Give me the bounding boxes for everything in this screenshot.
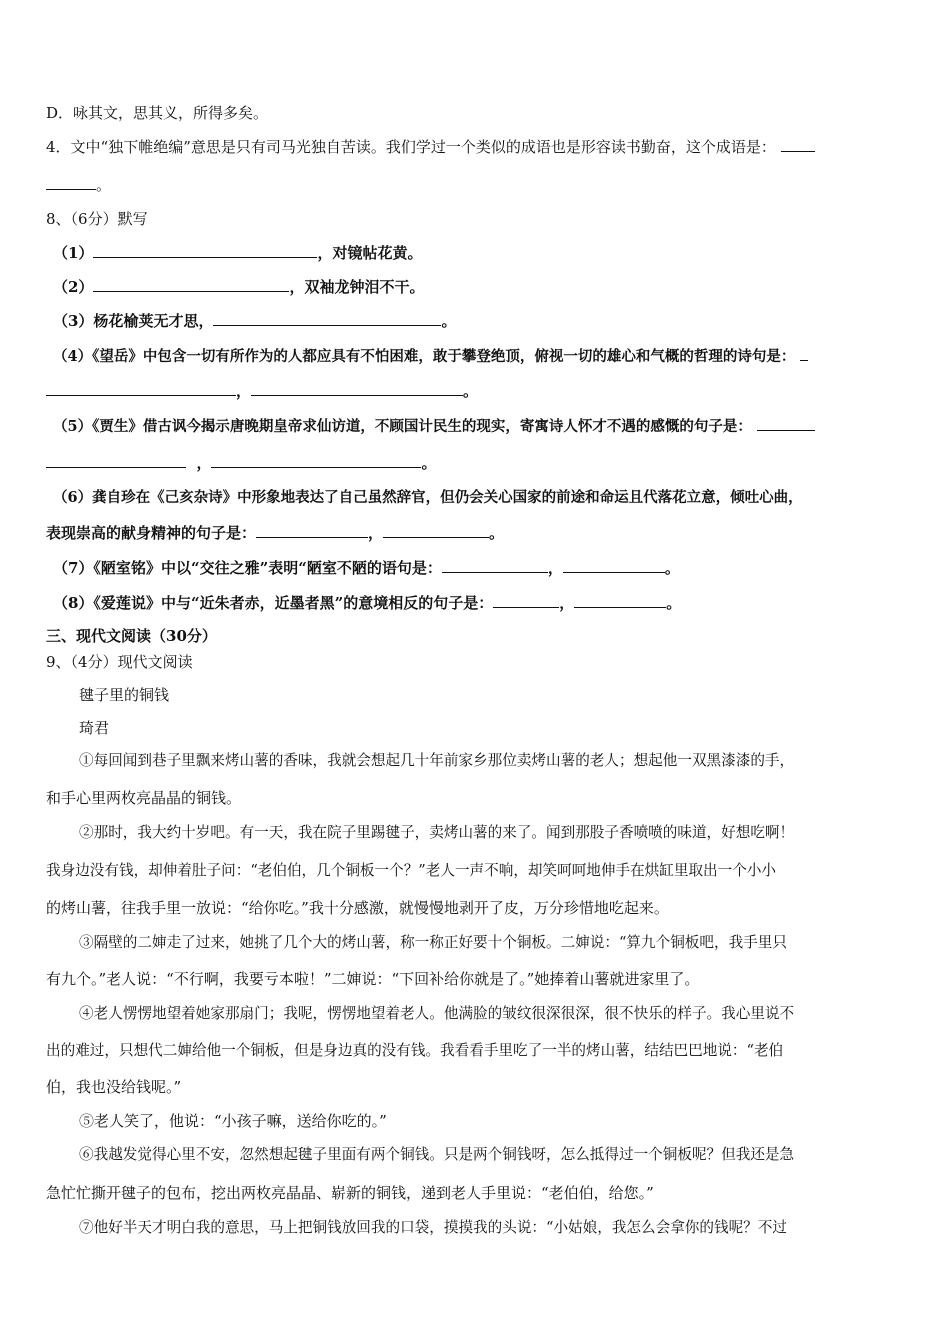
paragraph-3-line-2: 有九个。”老人说：“不行啊，我要亏本啦！”二婶说：“下回补给你就是了。”她捧着山薯就进家里了。 (46, 970, 700, 988)
recite-item-5: （5）《贾生》借古讽今揭示唐晚期皇帝求仙访道，不顾国计民生的现实，寄寓诗人怀才不遇的感慨的句子是： (53, 416, 815, 437)
answer-blank[interactable] (442, 558, 548, 573)
answer-blank[interactable] (93, 277, 289, 292)
question-4-cont: 。 (46, 175, 111, 195)
section-heading: 三、现代文阅读（30分） (46, 627, 217, 645)
question-9-heading: 9、（4分）现代文阅读 (46, 653, 193, 671)
recite-item-4-cont: ， 。 (46, 381, 478, 401)
paragraph-4-line-3: 伯，我也没给钱呢。” (46, 1078, 182, 1096)
paragraph-1-line-1: ①每回闻到巷子里飘来烤山薯的香味，我就会想起几十年前家乡那位卖烤山薯的老人；想起他一双黑漆漆的手， (79, 752, 795, 769)
paragraph-1-line-2: 和手心里两枚亮晶晶的铜钱。 (46, 789, 242, 807)
answer-blank[interactable] (781, 137, 815, 152)
answer-blank[interactable] (757, 416, 815, 431)
recite-item-1: （1） ，对镜帖花黄。 (53, 244, 423, 262)
answer-blank[interactable] (251, 381, 463, 396)
paragraph-4-line-1: ④老人愣愣地望着她家那扇门；我呢，愣愣地望着老人。他满脸的皱纹很深很深，很不快乐的样子。我心里说不 (79, 1005, 795, 1022)
recite-item-6: （6）龚自珍在《己亥杂诗》中形象地表达了自己虽然辞官，但仍会关心国家的前途和命运且代落花立意，倾吐心曲， (53, 489, 803, 506)
answer-blank[interactable] (93, 243, 317, 258)
answer-blank[interactable] (213, 311, 441, 326)
article-title: 毽子里的铜钱 (79, 686, 170, 704)
option-d: D．咏其文，思其义，所得多矣。 (46, 104, 269, 122)
paragraph-2-line-2: 我身边没有钱，却伸着肚子问：“老伯伯，几个铜板一个？”老人一声不响，却笑呵呵地伸手在烘缸里取出一个小小 (46, 862, 777, 879)
answer-blank[interactable] (563, 558, 665, 573)
recite-item-5-cont: ， 。 (46, 453, 436, 473)
paragraph-4-line-2: 出的难过，只想代二婶给他一个铜板，但是身边真的没有钱。我看看手里吃了一半的烤山薯，结结巴巴地说：“老伯 (46, 1042, 784, 1059)
paragraph-3-line-1: ③隔壁的二婶走了过来，她挑了几个大的烤山薯，称一称正好要十个铜板。二婶说：“算九个铜板吧，我手里只 (79, 934, 787, 951)
question-8-heading: 8、（6分）默写 (46, 210, 148, 228)
answer-blank[interactable] (211, 453, 421, 468)
paragraph-6-line-1: ⑥我越发觉得心里不安，忽然想起毽子里面有两个铜钱。只是两个铜钱呀，怎么抵得过一个铜板呢？但我还是急 (79, 1146, 795, 1163)
answer-blank[interactable] (574, 593, 666, 608)
paragraph-6-line-2: 急忙忙撕开毽子的包布，挖出两枚亮晶晶、崭新的铜钱，递到老人手里说：“老伯伯，给您。” (46, 1184, 654, 1202)
recite-item-7: （7）《陋室铭》中以“交往之雅”表明“陋室不陋的语句是： ， 。 (53, 559, 680, 577)
recite-item-6-cont: 表现崇高的献身精神的句子是： ， 。 (46, 524, 505, 542)
recite-item-2: （2） ，双袖龙钟泪不干。 (53, 278, 425, 296)
answer-blank[interactable] (383, 523, 489, 538)
recite-item-8: （8）《爱莲说》中与“近朱者赤，近墨者黑”的意境相反的句子是： ， 。 (53, 594, 682, 612)
recite-item-4: （4）《望岳》中包含一切有所作为的人都应具有不怕困难，敢于攀登绝顶，俯视一切的雄心和气概的哲理的诗句是： (53, 346, 808, 367)
question-4 (46, 137, 815, 157)
answer-blank[interactable] (493, 593, 559, 608)
paragraph-2-line-1: ②那时，我大约十岁吧。有一天，我在院子里踢毽子，卖烤山薯的来了。闻到那股子香喷喷的味道，好想吃啊！ (79, 824, 795, 841)
paragraph-2-line-3: 的烤山薯，往我手里一放说：“给你吃。”我十分感激，就慢慢地剥开了皮，万分珍惜地吃起来。 (46, 899, 669, 917)
question-4-text: 4．文中“独下帷绝编”意思是只有司马光独自苦读。我们学过一个类似的成语也是形容读书勤奋，这个成语是： (46, 138, 776, 156)
answer-blank[interactable] (46, 453, 186, 468)
answer-blank[interactable] (46, 175, 96, 190)
answer-blank[interactable] (800, 346, 808, 361)
answer-blank[interactable] (46, 381, 236, 396)
article-author: 琦君 (79, 719, 110, 737)
paragraph-7-line-1: ⑦他好半天才明白我的意思，马上把铜钱放回我的口袋，摸摸我的头说：“小姑娘，我怎么会拿你的钱呢？不过 (79, 1219, 787, 1236)
paragraph-5: ⑤老人笑了，他说：“小孩子嘛，送给你吃的。” (79, 1112, 387, 1130)
answer-blank[interactable] (256, 523, 368, 538)
recite-item-3: （3）杨花榆荚无才思， 。 (53, 312, 457, 330)
